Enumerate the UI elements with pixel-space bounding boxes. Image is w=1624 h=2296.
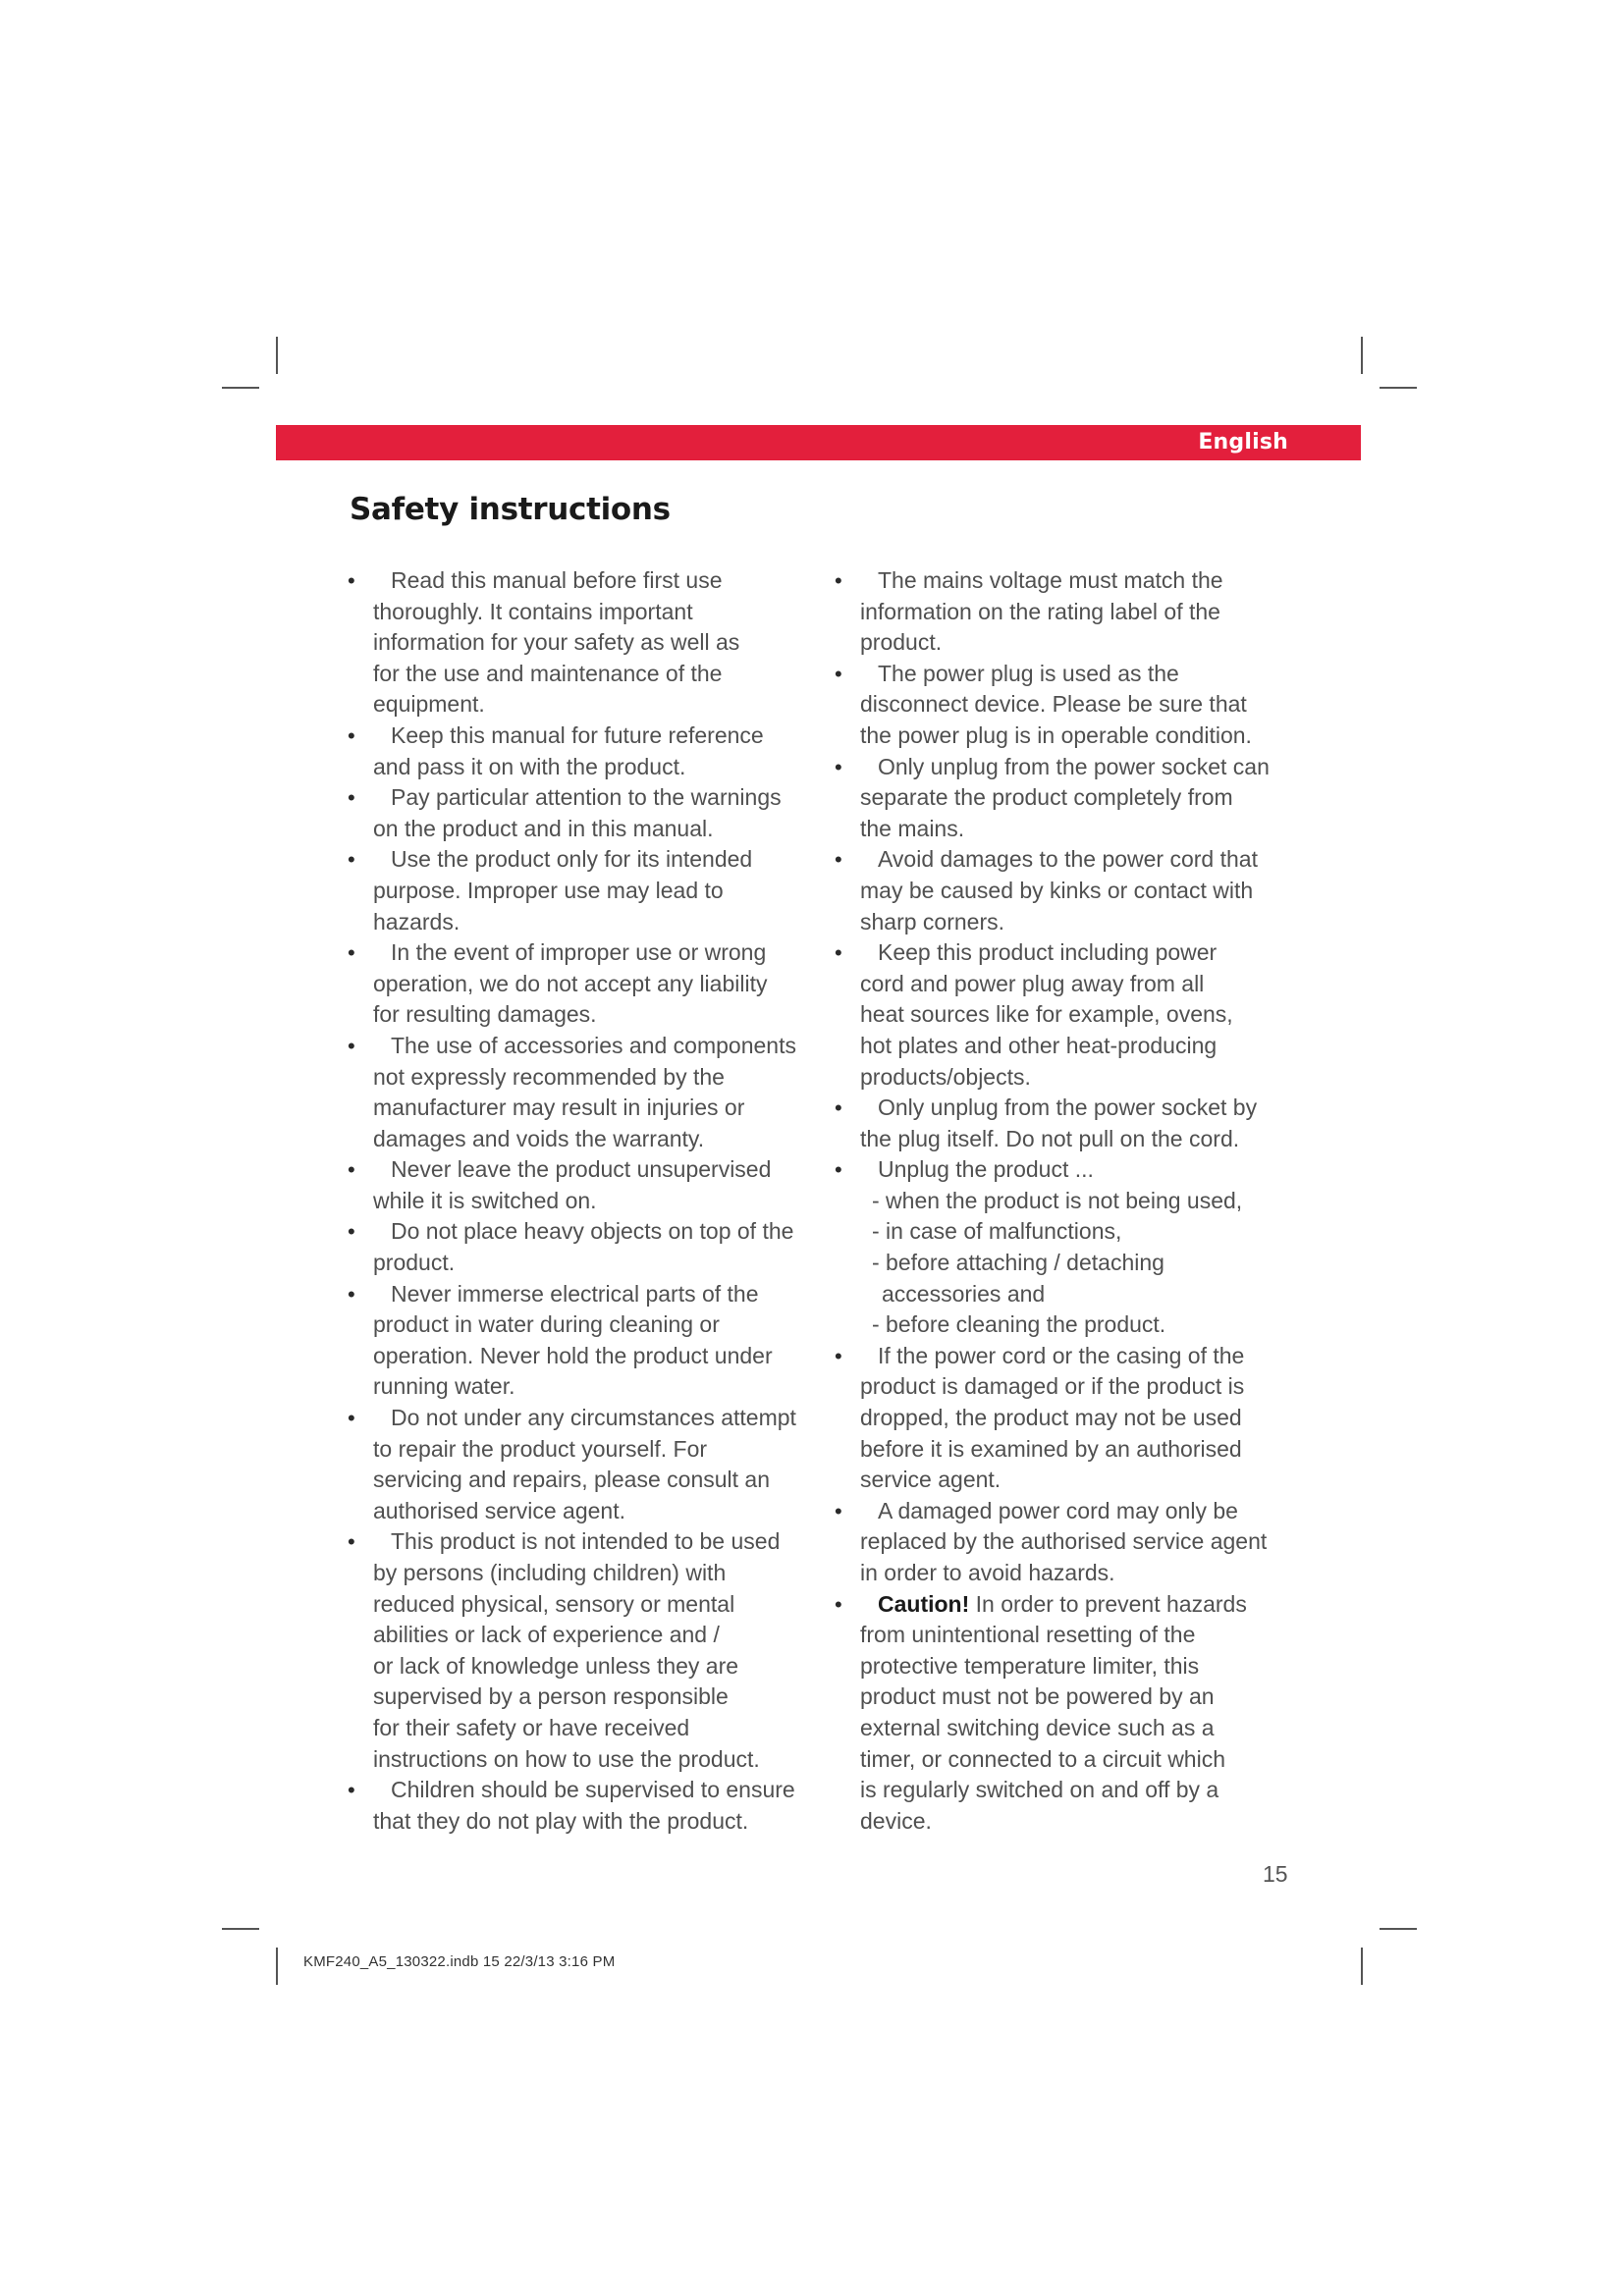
crop-mark-top-right-vertical [1361,337,1363,374]
crop-mark-bottom-left-horizontal [222,1928,259,1930]
bullet-item-continuation: product. [373,1250,456,1276]
bullet-item-line: • Do not under any circumstances attempt [348,1403,829,1434]
bullet-item-line: • Do not place heavy objects on top of the [348,1216,829,1248]
bullet-item-line: • Children should be supervised to ensure [348,1775,829,1806]
bullet-item-line: • Caution! In order to prevent hazards [835,1589,1316,1621]
bullet-item-continuation: cord and power plug away from all [860,970,1205,996]
sub-item-line: accessories and [882,1280,1046,1307]
bullet-item-continuation: in order to avoid hazards. [860,1560,1115,1585]
bullet-item-continuation: operation. Never hold the product under [373,1342,773,1368]
bullet-item-continuation: before it is examined by an authorised [860,1435,1242,1462]
bullet-item-line: • This product is not intended to be used [348,1526,829,1558]
bullet-item-continuation: timer, or connected to a circuit which [860,1745,1225,1772]
bullet-item-continuation: sharp corners. [860,908,1005,934]
bullet-item-continuation: reduced physical, sensory or mental [373,1590,735,1617]
bullet-item-continuation: thoroughly. It contains important [373,598,693,624]
bullet-item-continuation: not expressly recommended by the [373,1063,725,1090]
bullet-item-line: • Unplug the product ... [835,1154,1316,1186]
page-number: 15 [1263,1861,1288,1887]
bullet-item-continuation: hot plates and other heat-producing [860,1032,1218,1058]
bullet-item-continuation: to repair the product yourself. For [373,1435,708,1462]
bullet-item-continuation: equipment. [373,691,485,718]
bullet-item-continuation: product. [860,629,943,656]
bullet-item-continuation: product must not be powered by an [860,1683,1215,1710]
bullet-item-continuation: while it is switched on. [373,1187,597,1213]
bullet-item-line: • If the power cord or the casing of the [835,1341,1316,1372]
bullet-item-line: • The power plug is used as the [835,659,1316,690]
sub-item-line: - before cleaning the product. [872,1311,1166,1338]
bullet-item-continuation: and pass it on with the product. [373,753,686,779]
caution-label: Caution! [878,1590,970,1617]
bullet-item-continuation: information on the rating label of the [860,598,1220,624]
bullet-item-continuation: separate the product completely from [860,784,1233,811]
bullet-item-line: • The mains voltage must match the [835,565,1316,597]
bullet-item-continuation: operation, we do not accept any liability [373,970,768,996]
bullet-item-continuation: information for your safety as well as [373,629,740,656]
bullet-item-continuation: servicing and repairs, please consult an [373,1467,771,1493]
bullet-item-line: • Only unplug from the power socket can [835,752,1316,783]
language-label: English [1198,430,1288,454]
bullet-item-line: • Keep this manual for future reference [348,721,829,752]
bullet-item-continuation: for their safety or have received [373,1714,690,1740]
bullet-item-line: • Only unplug from the power socket by [835,1093,1316,1124]
bullet-item-continuation: authorised service agent. [373,1497,625,1523]
bullet-item-line: • Keep this product including power [835,937,1316,969]
bullet-item-continuation: product in water during cleaning or [373,1311,720,1338]
bullet-item-continuation: that they do not play with the product. [373,1807,749,1834]
bullet-item-continuation: manufacturer may result in injuries or [373,1095,745,1121]
left-column [348,565,829,1837]
bullet-item-continuation: the power plug is in operable condition. [860,721,1252,748]
sub-item-line: - before attaching / detaching [872,1250,1164,1276]
bullet-item-continuation: by persons (including children) with [373,1560,727,1585]
crop-mark-top-left-horizontal [222,387,259,389]
bullet-item-continuation: the mains. [860,815,965,841]
crop-mark-bottom-right-horizontal [1380,1928,1417,1930]
bullet-item-line: • Use the product only for its intended [348,844,829,876]
bullet-item-line: • Never leave the product unsupervised [348,1154,829,1186]
bullet-item-continuation: hazards. [373,908,460,934]
bullet-item-continuation: product is damaged or if the product is [860,1373,1245,1400]
crop-mark-bottom-left-vertical [276,1948,278,1985]
bullet-item-continuation: supervised by a person responsible [373,1683,729,1710]
bullet-item-continuation: from unintentional resetting of the [860,1622,1196,1648]
bullet-item-continuation: or lack of knowledge unless they are [373,1652,739,1679]
bullet-item-continuation: for the use and maintenance of the [373,660,723,686]
bullet-item-continuation: dropped, the product may not be used [860,1405,1242,1431]
bullet-item-continuation: service agent. [860,1467,1001,1493]
bullet-item-line: • Read this manual before first use [348,565,829,597]
language-banner [276,425,1361,460]
bullet-item-continuation: for resulting damages. [373,1001,597,1028]
bullet-item-continuation: disconnect device. Please be sure that [860,691,1247,718]
crop-mark-bottom-right-vertical [1361,1948,1363,1985]
bullet-item-continuation: heat sources like for example, ovens, [860,1001,1233,1028]
page-title: Safety instructions [350,492,671,527]
bullet-item-continuation: abilities or lack of experience and / [373,1622,720,1648]
bullet-item-continuation: instructions on how to use the product. [373,1745,760,1772]
bullet-item-continuation: is regularly switched on and off by a [860,1777,1219,1803]
right-column [835,565,1316,1837]
bullet-item-continuation: protective temperature limiter, this [860,1652,1200,1679]
crop-mark-top-left-vertical [276,337,278,374]
bullet-item-continuation: device. [860,1807,932,1834]
bullet-item-continuation: replaced by the authorised service agent [860,1528,1268,1555]
sub-item-line: - when the product is not being used, [872,1187,1243,1213]
bullet-item-continuation: on the product and in this manual. [373,815,714,841]
bullet-item-line: • Never immerse electrical parts of the [348,1279,829,1310]
bullet-item-line: • A damaged power cord may only be [835,1496,1316,1527]
bullet-item-continuation: damages and voids the warranty. [373,1125,705,1151]
sub-item-line: - in case of malfunctions, [872,1218,1122,1245]
bullet-item-continuation: products/objects. [860,1063,1031,1090]
footer-slug: KMF240_A5_130322.indb 15 22/3/13 3:16 PM [303,1953,616,1970]
bullet-item-continuation: external switching device such as a [860,1714,1215,1740]
bullet-item-continuation: may be caused by kinks or contact with [860,877,1254,903]
crop-mark-top-right-horizontal [1380,387,1417,389]
bullet-item-continuation: the plug itself. Do not pull on the cord. [860,1125,1240,1151]
bullet-item-continuation: running water. [373,1373,515,1400]
bullet-item-continuation: purpose. Improper use may lead to [373,877,724,903]
bullet-item-line: • The use of accessories and components [348,1031,829,1062]
bullet-item-line: • Avoid damages to the power cord that [835,844,1316,876]
bullet-item-line: • In the event of improper use or wrong [348,937,829,969]
bullet-item-line: • Pay particular attention to the warnings [348,782,829,814]
